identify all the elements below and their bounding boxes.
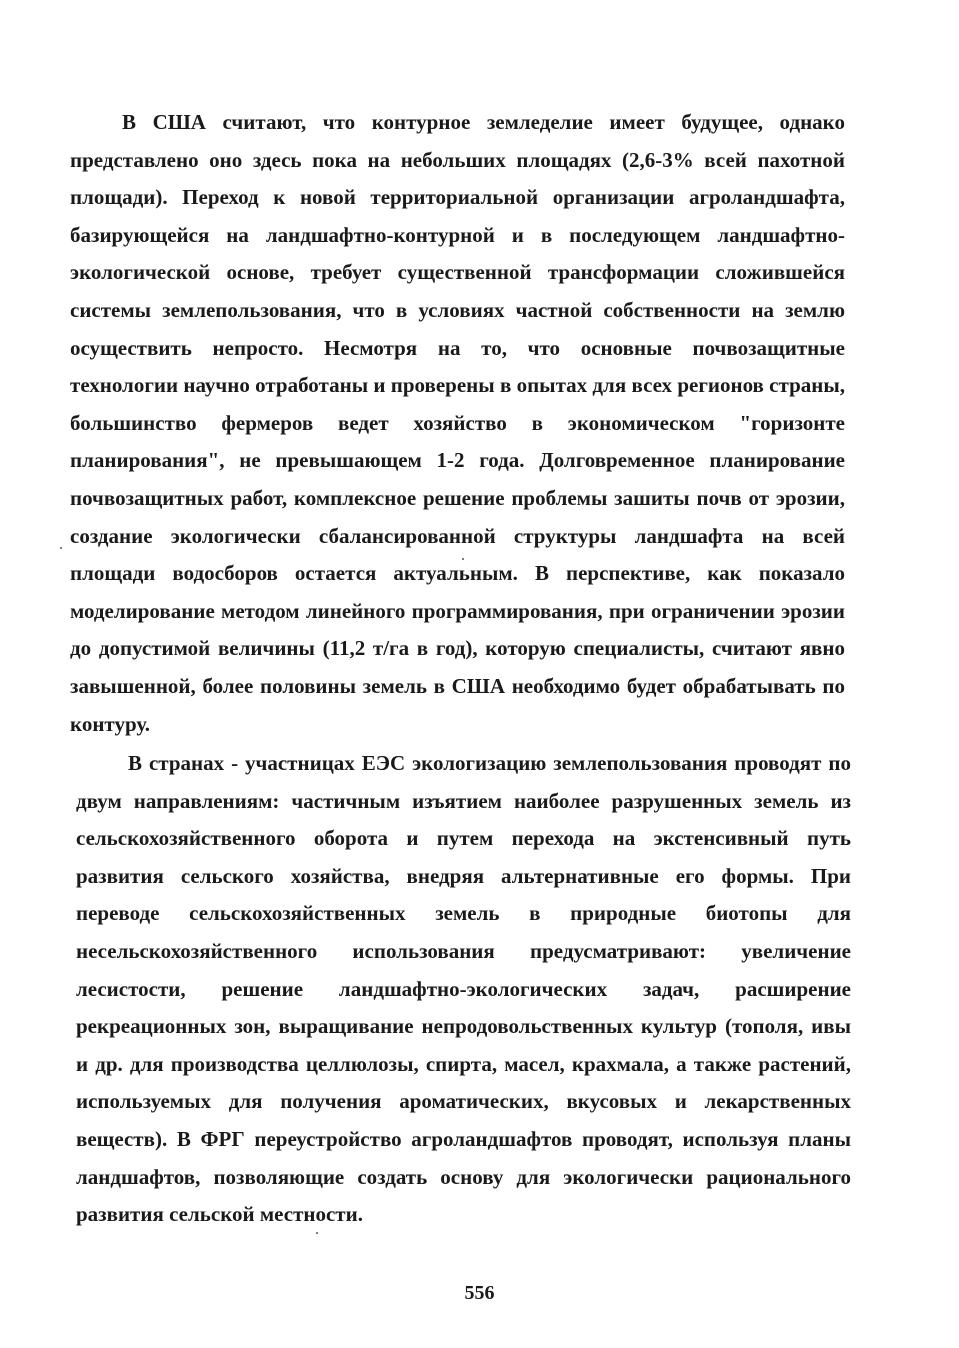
paragraph-2: В странах - участницах ЕЭС экологизацию землепользования проводят по двум направлениям: частичным изъятием наиболее разрушенных земель из сельскохозяйственного оборота и путем перехода на экстенсивный путь развития сельского хозяйства, внедряя альтернативные его формы. При переводе сельскохозяйственных земель в природные биотопы для несельскохозяйственного использования предусматривают: увеличение лесистости, решение ландшафтно-экологических задач, расширение рекреационных зон, выращивание непродовольственных культур (тополя, ивы и др. для производства целлюлозы, спирта, масел, крахмала, а также растений, используемых для получения ароматических, вкусовых и лекарственных веществ). В ФРГ переустройство агроландшафтов проводят, используя планы ландшафтов, позволяющие создать основу для экологически рационального развития сельской местности. — [76, 751, 851, 1227]
scan-speck — [316, 1232, 318, 1234]
scan-speck — [60, 547, 62, 549]
paragraph-1: В США считают, что контурное земледелие имеет будущее, однако представлено оно здесь пока на небольших площадях (2,6-3% всей пахотной площади). Переход к новой территориальной организации агроландшафта, базирующейся на ландшафтно-контурной и в последующем ландшафтно-экологической основе, требует существенной трансформации сложившейся системы землепользования, что в условиях частной собственности на землю осуществить непросто. Несмотря на то, что основные почвозащитные технологии научно отработаны и проверены в опытах для всех регионов страны, большинство фермеров ведет хозяйство в экономическом "горизонте планирования", не превышающем 1-2 года. Долговременное планирование почвозащитных работ, комплексное решение проблемы зашиты почв от эрозии, создание экологически сбалансированной структуры ландшафта на всей площади водосборов остается актуальным. В перспективе, как показало моделирование методом линейного программирования, при ограничении эрозии до допустимой величины (11,2 т/га в год), которую специалисты, считают явно завышенной, более половины земель в США необходимо будет обрабатывать по контуру. — [70, 110, 845, 736]
scan-speck — [462, 558, 464, 560]
page-number: 556 — [464, 1282, 495, 1304]
